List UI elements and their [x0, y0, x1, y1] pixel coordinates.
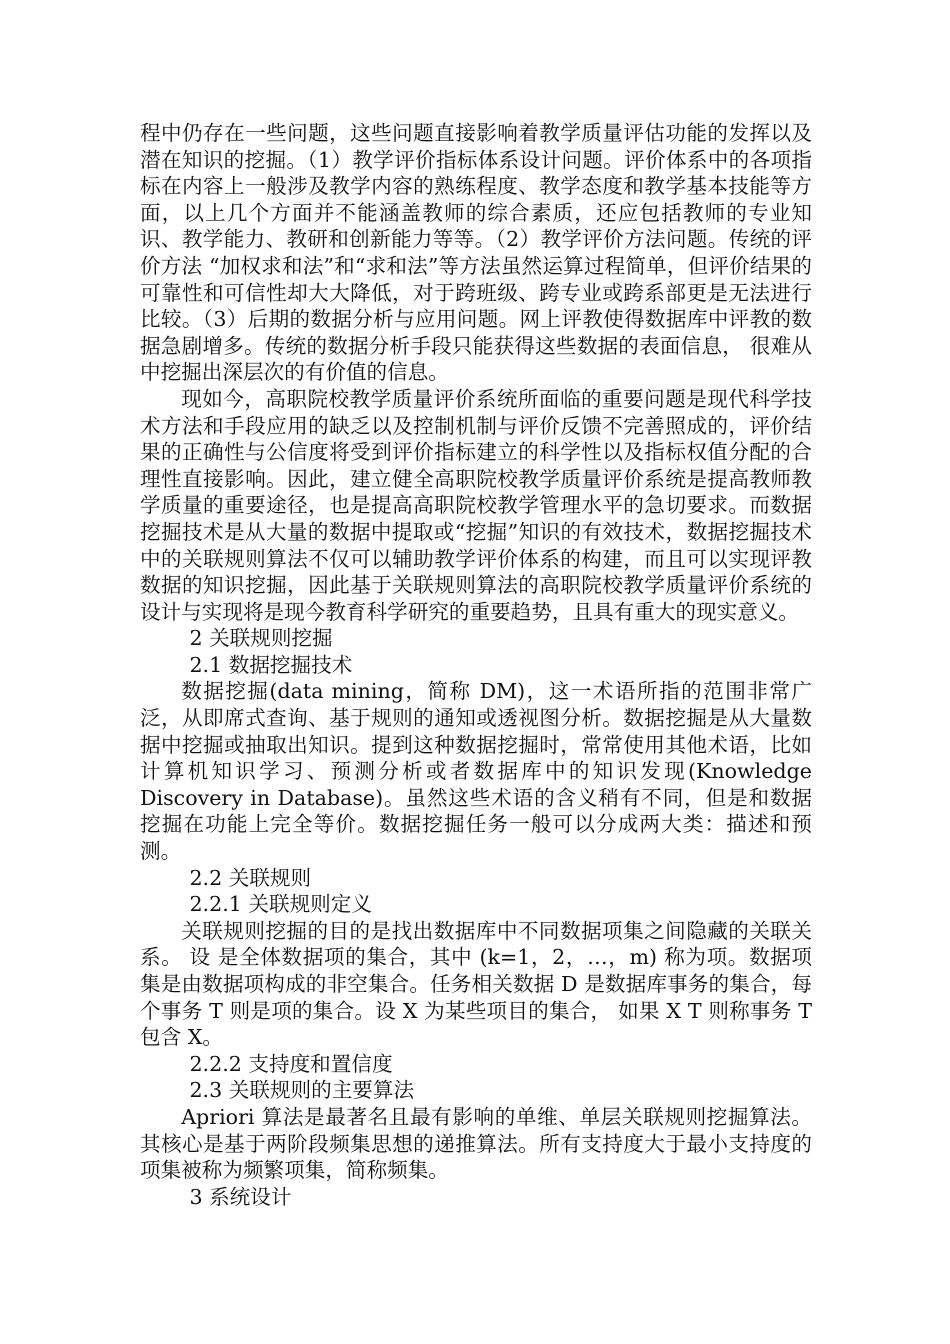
paragraph-data-mining: 数据挖掘(data mining，简称 DM)，这一术语所指的范围非常广泛，从即席式查询、基于规则的通知或透视图分析。数据挖掘是从大量数据中挖掘或抽取出知识。提到这种数据挖掘时，常常使用其他术语，比如计算机知识学习、预测分析或者数据库中的知识发现(Knowledge Discovery in Database)。虽然这些术语的含义稍有不同，但是和数据挖掘在功能上完全等价。数据挖掘任务一般可以分成两大类：描述和预测。 — [140, 679, 812, 864]
heading-system-design: 3 系统设计 — [189, 1184, 292, 1209]
heading-data-mining-technology: 2.1 数据挖掘技术 — [189, 652, 353, 677]
paragraph-apriori: Apriori 算法是最著名且最有影响的单维、单层关联规则挖掘算法。其核心是基于两阶段频集思想的递推算法。所有支持度大于最小支持度的项集被称为频繁项集，简称频集。 — [140, 1104, 812, 1183]
heading-association-rule-definition: 2.2.1 关联规则定义 — [189, 892, 372, 917]
paragraph-rule-definition: 关联规则挖掘的目的是找出数据库中不同数据项集之间隐藏的关联关系。 设 是全体数据项的集合，其中 (k=1，2，…，m) 称为项。数据项集是由数据项构成的非空集合。任务相关数据 D 是数据库事务的集合，每个事务 T 则是项的集合。设 X 为某些项目的集合， 如果 X T 则称事务 T 包含 X。 — [140, 918, 812, 1050]
paragraph-current-situation: 现如今，高职院校教学质量评价系统所面临的重要问题是现代科学技术方法和手段应用的缺乏以及控制机制与评价反馈不完善照成的，评价结果的正确性与公信度将受到评价指标建立的科学性以及指标权值分配的合理性直接影响。因此，建立健全高职院校教学质量评价系统是提高教师教学质量的重要途径，也是提高高职院校教学管理水平的急切要求。而数据挖掘技术是从大量的数据中提取或“挖掘”知识的有效技术，数据挖掘技术中的关联规则算法不仅可以辅助教学评价体系的构建，而且可以实现评教数据的知识挖掘，因此基于关联规则算法的高职院校教学质量评价系统的设计与实现将是现今教育科学研究的重要趋势，且具有重大的现实意义。 — [140, 386, 812, 624]
heading-support-confidence: 2.2.2 支持度和置信度 — [189, 1051, 393, 1076]
heading-main-algorithms: 2.3 关联规则的主要算法 — [189, 1078, 415, 1103]
paragraph-evaluation-problems: 程中仍存在一些问题，这些问题直接影响着教学质量评估功能的发挥以及潜在知识的挖掘。（1）教学评价指标体系设计问题。评价体系中的各项指标在内容上一般涉及教学内容的熟练程度、教学态度和教学基本技能等方面，以上几个方面并不能涵盖教师的综合素质，还应包括教师的专业知识、教学能力、教研和创新能力等等。（2）教学评价方法问题。传统的评价方法 “加权求和法”和“求和法”等方法虽然运算过程简单，但评价结果的可靠性和可信性却大大降低，对于跨班级、跨专业或跨系部更是无法进行比较。（3）后期的数据分析与应用问题。网上评教使得数据库中评教的数据急剧增多。传统的数据分析手段只能获得这些数据的表面信息， 很难从中挖掘出深层次的有价值的信息。 — [140, 121, 812, 385]
document-page — [140, 120, 812, 1210]
heading-association-rule-mining: 2 关联规则挖掘 — [189, 626, 333, 651]
heading-association-rules: 2.2 关联规则 — [189, 865, 312, 890]
